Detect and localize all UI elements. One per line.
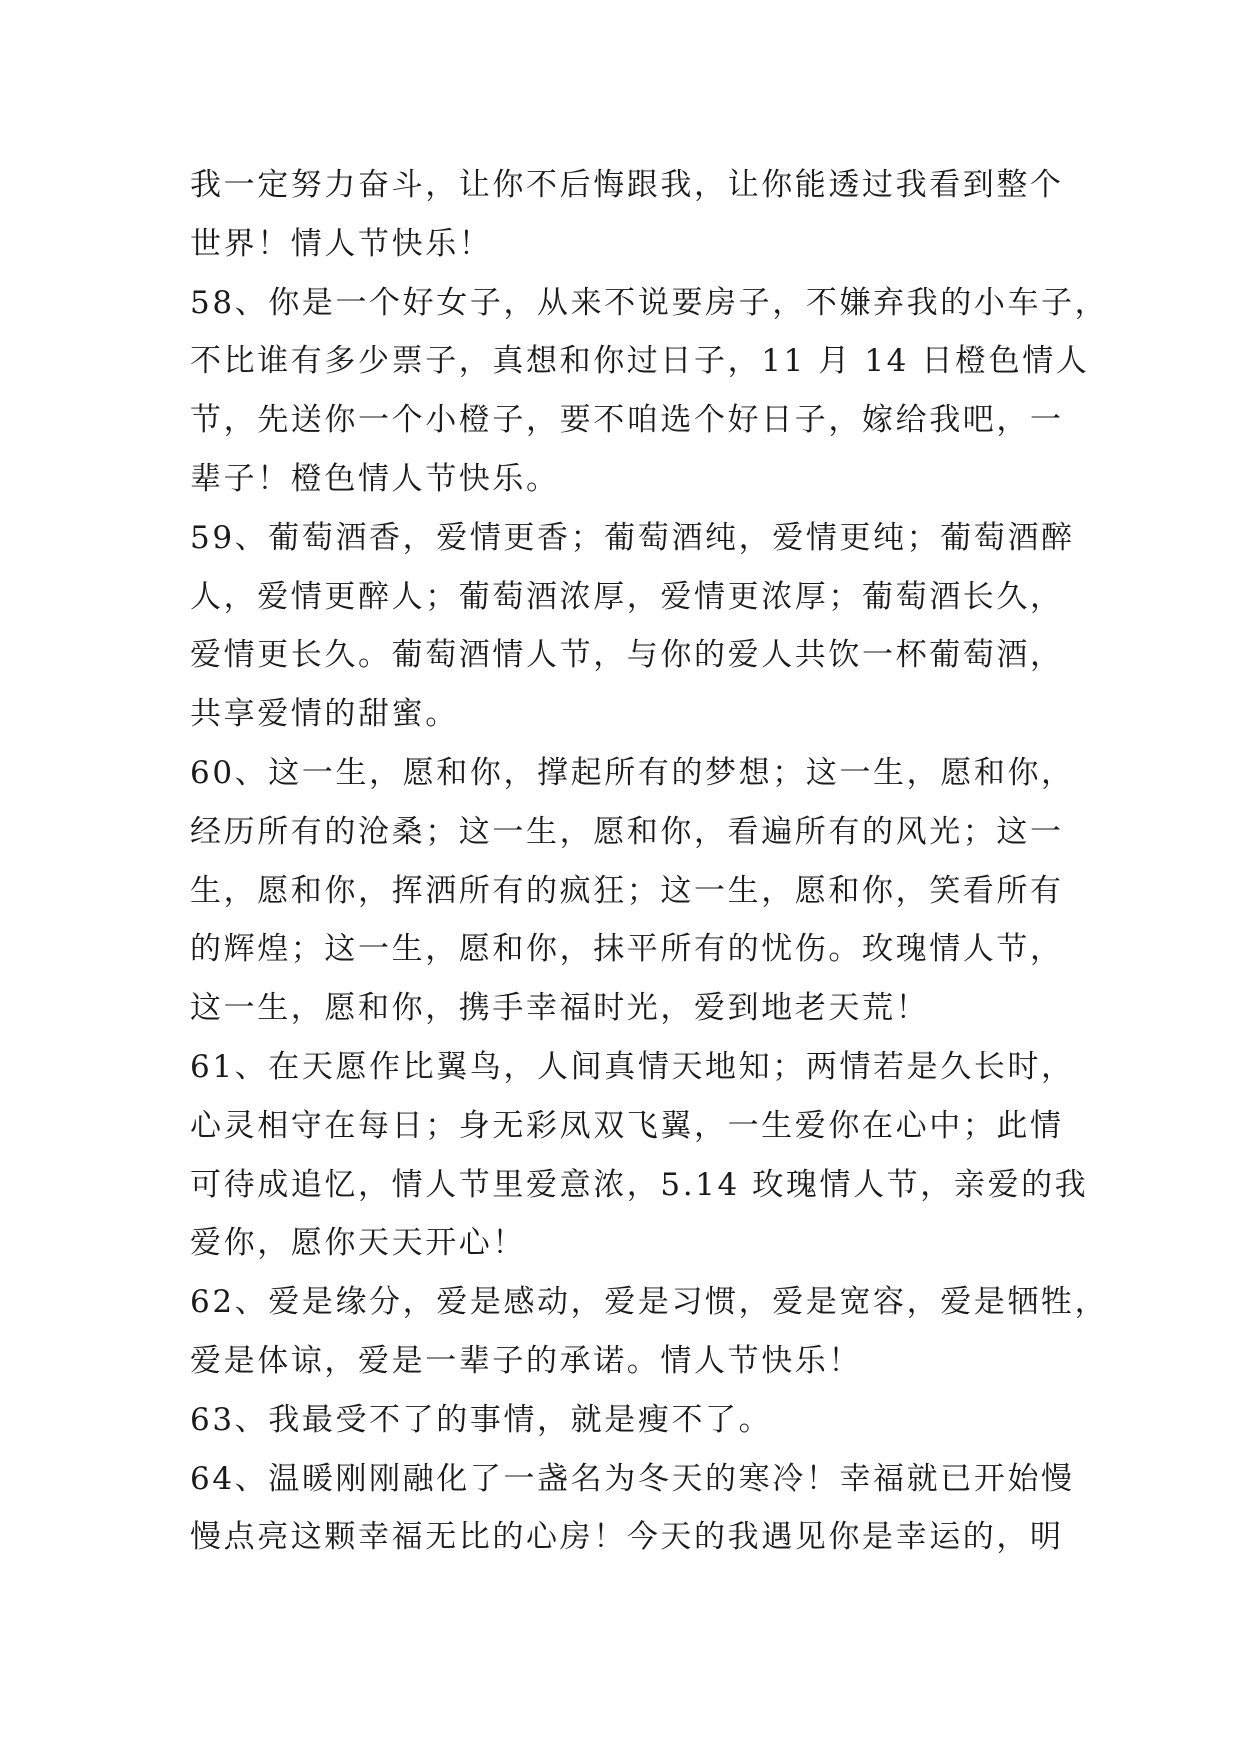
text-line: 经历所有的沧桑；这一生，愿和你，看遍所有的风光；这一 — [190, 813, 1064, 850]
text-line: 64、温暖刚刚融化了一盏名为冬天的寒冷！幸福就已开始慢 — [190, 1460, 1075, 1497]
text-line: 的辉煌；这一生，愿和你，抹平所有的忧伤。玫瑰情人节， — [190, 931, 1064, 968]
text-line: 爱是体谅，爱是一辈子的承诺。情人节快乐！ — [190, 1342, 862, 1379]
text-line: 世界！情人节快乐！ — [190, 225, 493, 262]
text-line: 62、爱是缘分，爱是感动，爱是习惯，爱是宽容，爱是牺牲， — [190, 1284, 1109, 1321]
text-line: 人，爱情更醉人；葡萄酒浓厚，爱情更浓厚；葡萄酒长久， — [190, 578, 1064, 615]
text-line: 生，愿和你，挥洒所有的疯狂；这一生，愿和你，笑看所有 — [190, 872, 1064, 909]
text-line: 不比谁有多少票子，真想和你过日子，11 月 14 日橙色情人 — [190, 343, 1090, 380]
text-line: 60、这一生，愿和你，撑起所有的梦想；这一生，愿和你， — [190, 754, 1075, 791]
text-line: 61、在天愿作比翼鸟，人间真情天地知；两情若是久长时， — [190, 1048, 1075, 1085]
text-line: 节，先送你一个小橙子，要不咱选个好日子，嫁给我吧，一 — [190, 402, 1064, 439]
text-line: 爱情更长久。葡萄酒情人节，与你的爱人共饮一杯葡萄酒， — [190, 637, 1064, 674]
text-line: 58、你是一个好女子，从来不说要房子，不嫌弃我的小车子， — [190, 284, 1109, 321]
text-line: 爱你，愿你天天开心！ — [190, 1225, 526, 1262]
text-line: 可待成追忆，情人节里爱意浓，5.14 玫瑰情人节，亲爱的我 — [190, 1166, 1089, 1203]
text-line: 59、葡萄酒香，爱情更香；葡萄酒纯，爱情更纯；葡萄酒醉 — [190, 519, 1075, 556]
text-line: 这一生，愿和你，携手幸福时光，爱到地老天荒！ — [190, 990, 930, 1027]
text-line: 我一定努力奋斗，让你不后悔跟我，让你能透过我看到整个 — [190, 167, 1064, 203]
text-line: 心灵相守在每日；身无彩凤双飞翼，一生爱你在心中；此情 — [190, 1107, 1064, 1144]
text-line: 63、我最受不了的事情，就是瘦不了。 — [190, 1401, 773, 1438]
text-line: 共享爱情的甜蜜。 — [190, 696, 459, 733]
text-line: 辈子！橙色情人节快乐。 — [190, 460, 560, 497]
text-line: 慢点亮这颗幸福无比的心房！今天的我遇见你是幸运的，明 — [190, 1519, 1064, 1556]
document-body-text — [190, 156, 1109, 1567]
